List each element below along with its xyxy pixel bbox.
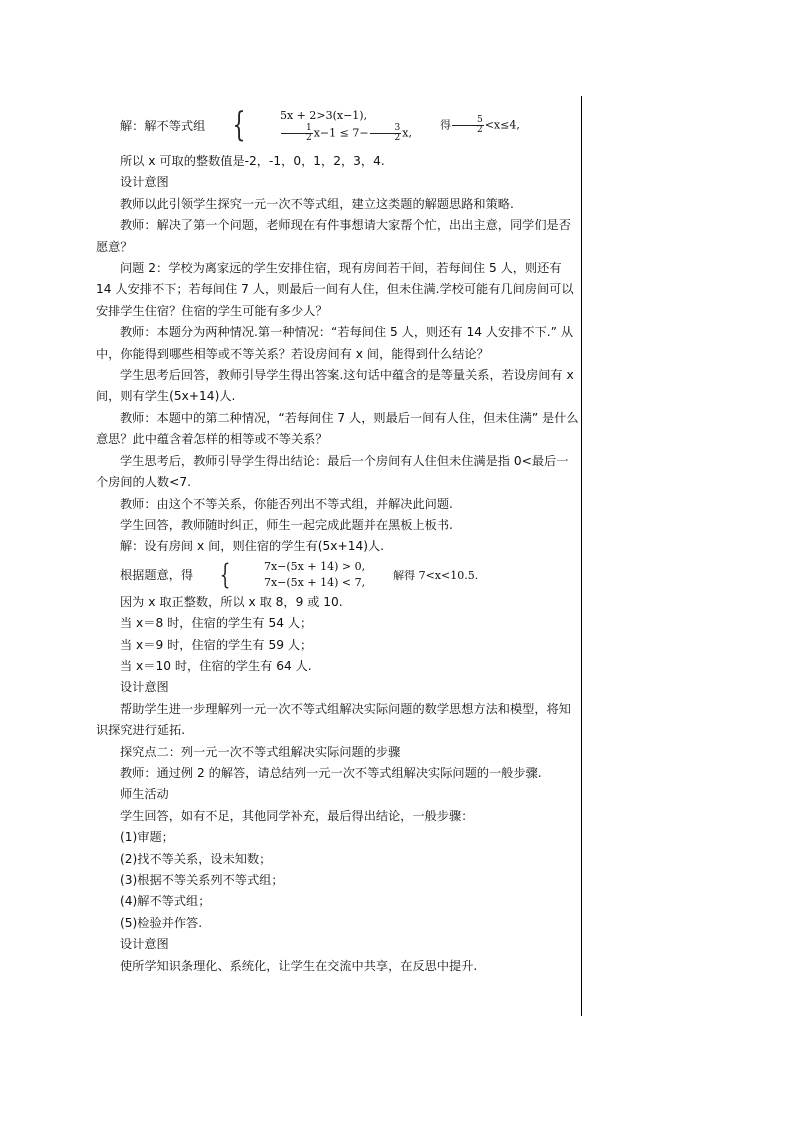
paragraph: 使所学知识条理化、系统化，让学生在交流中共享，在反思中提升. <box>120 958 478 973</box>
lesson-content <box>96 103 580 977</box>
system2-row2: 7x−(5x + 14) < 7, <box>263 575 366 589</box>
paragraph: 当 x＝10 时，住宿的学生有 64 人. <box>120 658 312 673</box>
step-item: (4)解不等式组； <box>120 894 211 909</box>
system2-row1: 7x−(5x + 14) > 0, <box>263 559 366 573</box>
table-border-line <box>581 96 582 1016</box>
paragraph: 学生思考后，教师引导学生得出结论：最后一个房间有人住但未住满是指 0<最后一个房间的人数<7. <box>96 453 569 490</box>
paragraph: 学生回答，如有不足，其他同学补充，最后得出结论，一般步骤： <box>120 808 474 823</box>
paragraph: 教师以此引领学生探究一元一次不等式组，建立这类题的解题思路和策略. <box>120 196 514 211</box>
section-heading: 设计意图 <box>120 175 169 190</box>
inequality-system-1 <box>96 103 580 147</box>
system1-row1: 5x + 2>3(x−1), <box>279 108 368 122</box>
paragraph: 教师：解决了第一个问题，老师现在有件事想请大家帮个忙，出出主意，同学们是否愿意？ <box>96 218 571 254</box>
section-heading: 师生活动 <box>120 787 169 802</box>
paragraph: 解：设有房间 x 间，则住宿的学生有(5x+14)人. <box>120 539 385 554</box>
paragraph: 探究点二：列一元一次不等式组解决实际问题的步骤 <box>120 744 401 759</box>
paragraph: 教师：本题分为两种情况.第一种情况：“若每间住 5 人，则还有 14 人安排不下.” 从中，你能得到哪些相等或不等关系？若设房间有 x 间，能得到什么结论？ <box>96 325 574 361</box>
system1-row2: $\frac{1}{2}$ x−1 ≤ 7− $\frac{3}{2}$ x, <box>256 124 412 143</box>
system1-label: 解：解不等式组 <box>120 118 206 133</box>
fraction: $\frac{3}{2}$ <box>370 124 402 143</box>
fraction: $\frac{1}{2}$ <box>281 124 313 143</box>
paragraph: 当 x＝8 时，住宿的学生有 54 人； <box>120 616 313 631</box>
step-item: (2)找不等关系，设未知数； <box>120 851 272 866</box>
paragraph: 学生思考后回答，教师引导学生得出答案.这句话中蕴含的是等量关系，若设房间有 x 间，则有学生(5x+14)人. <box>96 368 574 404</box>
system2-rows <box>240 559 365 591</box>
paragraph: 帮助学生进一步理解列一元一次不等式组解决实际问题的数学思想方法和模型，将知识探究进行延拓. <box>96 701 571 738</box>
paragraph: 教师：由这个不等关系，你能否列出不等式组，并解决此问题. <box>120 496 453 511</box>
section-heading: 设计意图 <box>120 680 169 695</box>
paragraph: 因为 x 取正整数，所以 x 取 8，9 或 10. <box>120 594 343 609</box>
step-item: (5)检验并作答. <box>120 915 203 930</box>
paragraph: 学生回答，教师随时纠正，师生一起完成此题并在黑板上板书. <box>120 517 453 532</box>
paragraph: 问题 2：学校为离家远的学生安排住宿，现有房间若干间，若每间住 5 人，则还有 14 人安排不下；若每间住 7 人，则最后一间有人住，但未住满.学校可能有几间房间可以安排学生住宿？住宿的学生可能有多少人？ <box>96 261 574 318</box>
paragraph: 所以 x 可取的整数值是-2，-1，0，1，2，3，4. <box>120 154 385 168</box>
system1-rows <box>256 108 412 143</box>
system1-solution: 得 $\frac{5}{2}$ <x≤4, <box>439 114 520 135</box>
left-brace-icon: { <box>219 557 231 591</box>
inequality-system-2 <box>96 558 580 592</box>
paragraph: 当 x＝9 时，住宿的学生有 59 人； <box>120 637 313 652</box>
step-item: (3)根据不等关系列不等式组； <box>120 873 284 887</box>
paragraph: 教师：本题中的第二种情况，“若每间住 7 人，则最后一间有人住，但未住满” 是什么意思？此中蕴含着怎样的相等或不等关系？ <box>96 410 579 447</box>
system2-label: 根据题意，得 <box>120 568 194 583</box>
paragraph: 教师：通过例 2 的解答，请总结列一元一次不等式组解决实际问题的一般步骤. <box>120 765 542 780</box>
fraction: $\frac{5}{2}$ <box>452 116 484 135</box>
left-brace-icon: { <box>232 105 246 145</box>
section-heading: 设计意图 <box>120 937 169 952</box>
step-item: (1)审题； <box>120 830 174 845</box>
system2-solution: 解得 7<x<10.5. <box>393 568 479 582</box>
